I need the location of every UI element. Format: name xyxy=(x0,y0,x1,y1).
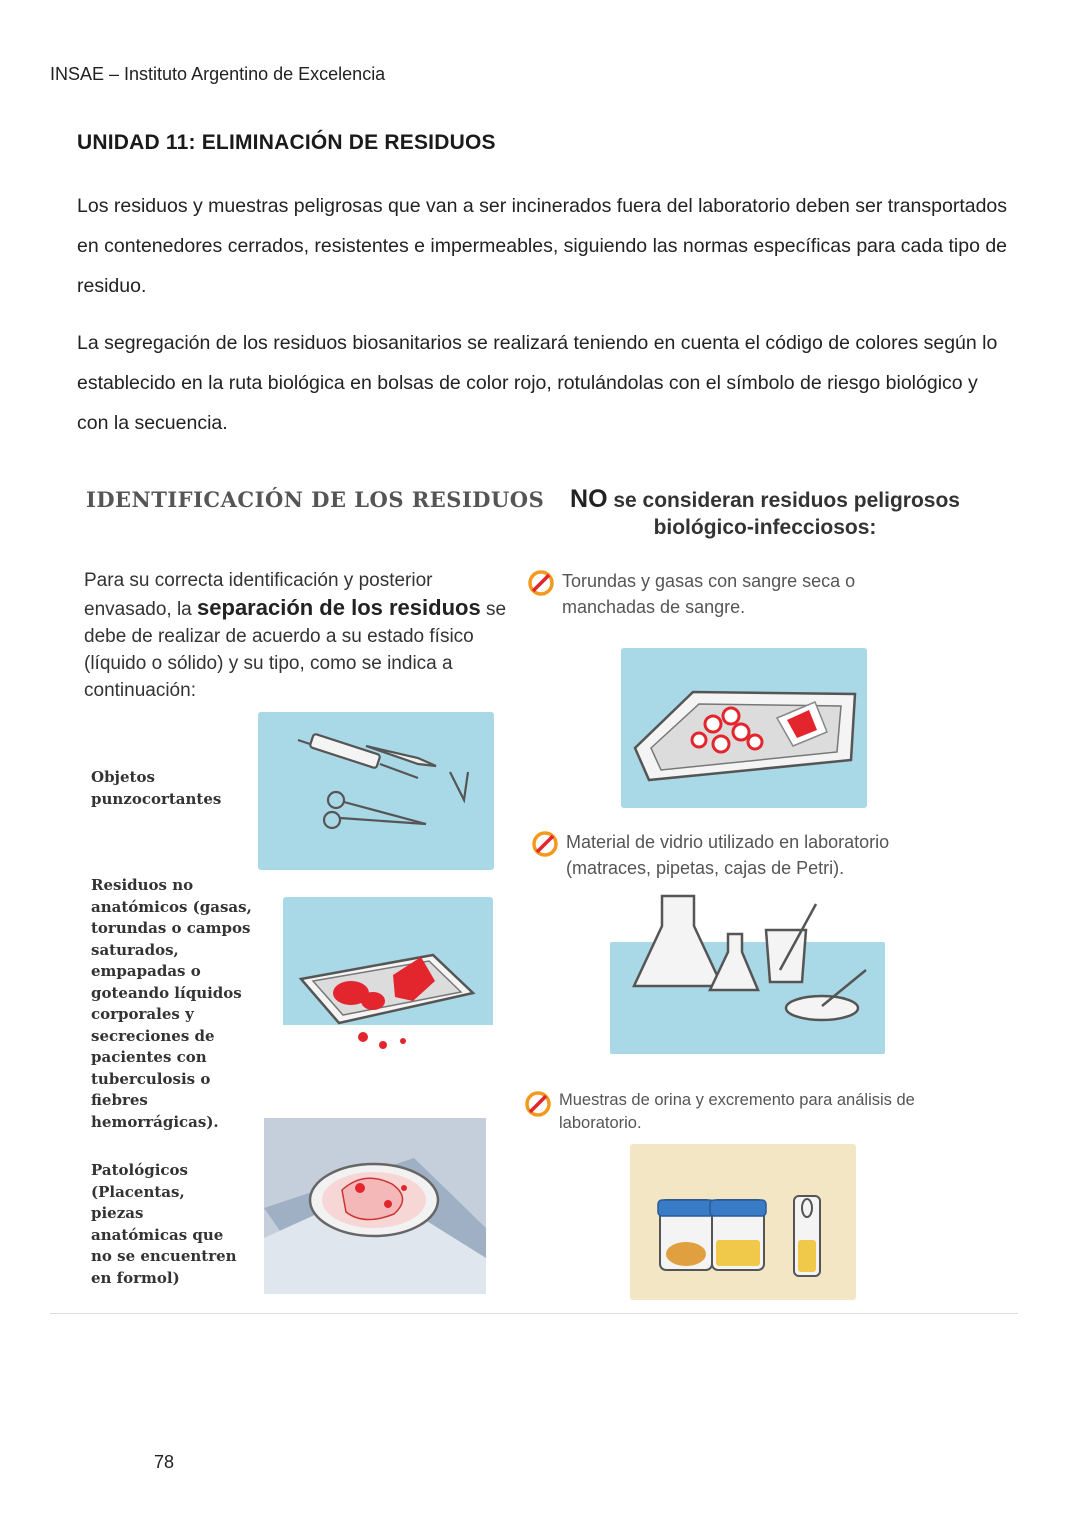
pathological-dish-icon xyxy=(264,1118,486,1294)
prohibited-icon xyxy=(525,1091,551,1117)
figure-right-title xyxy=(520,486,1010,541)
prohibited-icon xyxy=(528,570,554,596)
stained-gauze-tray-icon xyxy=(621,648,867,808)
figure-right-title-no: NO xyxy=(570,485,608,513)
figure-left-title: IDENTIFICACIÓN DE LOS RESIDUOS xyxy=(86,487,545,512)
not-hazardous-item xyxy=(528,568,928,620)
intro-strong: separación de los residuos xyxy=(197,595,481,620)
lab-glassware-icon xyxy=(610,890,885,1054)
not-hazardous-text: Muestras de orina y excremento para análisis de laboratorio. xyxy=(559,1091,915,1132)
paragraph-transport: Los residuos y muestras peligrosas que van a ser incinerados fuera del laboratorio deben ser transportados en contenedores cerrados, resistentes e impermeables, siguiendo las normas específicas para cada tipo de residuo. xyxy=(77,195,1008,297)
paragraph-segregation: La segregación de los residuos biosanitarios se realizará teniendo en cuenta el código de colores según lo establecido en la ruta biológica en bolsas de color rojo, rotulándolas con el símbolo de riesgo biológico y con la secuencia. xyxy=(77,332,998,434)
not-hazardous-item xyxy=(532,829,932,881)
sample-containers-icon xyxy=(630,1144,856,1300)
category-label-pathological: Patológicos (Placentas, piezas anatómicas que no se encuentren en formol) xyxy=(91,1161,237,1287)
prohibited-icon xyxy=(532,831,558,857)
page-header: INSAE – Instituto Argentino de Excelencia xyxy=(50,64,386,84)
intro-pre: Para su correcta identificación y posterior envasado, la xyxy=(84,570,433,620)
unit-title: UNIDAD 11: ELIMINACIÓN DE RESIDUOS xyxy=(77,131,496,154)
page-number: 78 xyxy=(154,1452,175,1472)
category-label-sharps: Objetos punzocortantes xyxy=(91,768,222,808)
not-hazardous-item xyxy=(525,1089,925,1135)
bloody-tray-icon xyxy=(283,897,493,1065)
footer-divider xyxy=(50,1313,1018,1314)
figure-intro xyxy=(84,567,524,704)
syringe-scissors-icon xyxy=(258,712,494,870)
not-hazardous-text: Torundas y gasas con sangre seca o manchadas de sangre. xyxy=(562,571,856,617)
figure-right-title-rest: se consideran residuos peligrosos biológico-infecciosos: xyxy=(607,489,960,539)
category-label-non-anatomical: Residuos no anatómicos (gasas, torundas o campos saturados, empapadas o goteando líquidos corporales y secreciones de pacientes con tuberculosis o fiebres hemorrágicas). xyxy=(91,876,252,1131)
intro-post: se debe de realizar de acuerdo a su estado físico (líquido o sólido) y su tipo, como se indica a continuación: xyxy=(84,599,507,701)
not-hazardous-text: Material de vidrio utilizado en laboratorio (matraces, pipetas, cajas de Petri). xyxy=(566,832,890,878)
